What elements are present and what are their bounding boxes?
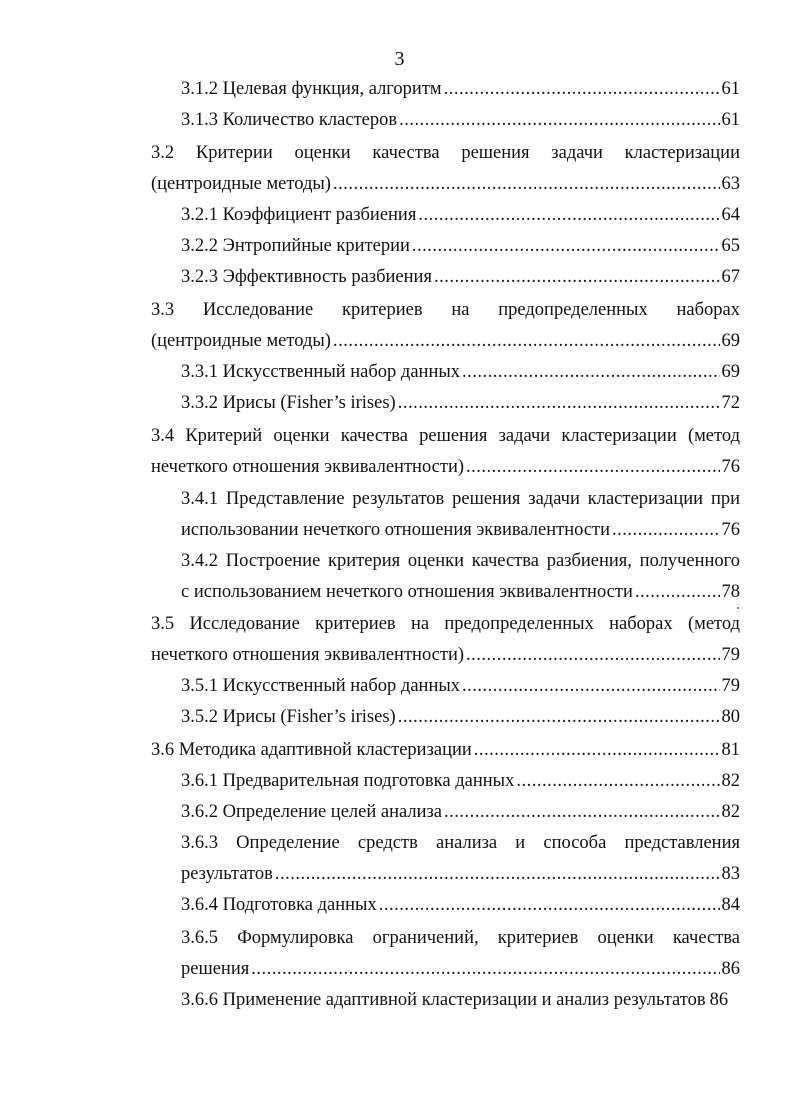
toc-entry bbox=[181, 702, 740, 733]
toc-entry-title: 3.3.1 Искусственный набор данных bbox=[181, 362, 461, 382]
leader-dots bbox=[412, 231, 720, 262]
toc-entry bbox=[181, 766, 740, 797]
scan-speck bbox=[737, 607, 739, 609]
toc-entry-title: 3.5 Исследование критериев на предопределенных наборах (метод bbox=[151, 614, 740, 634]
leader-dots bbox=[398, 702, 720, 733]
toc-entry bbox=[181, 200, 740, 231]
toc-entry bbox=[151, 609, 740, 671]
leader-dots bbox=[612, 515, 719, 546]
toc-entry bbox=[181, 797, 740, 828]
toc-entry-title: 3.4.1 Представление результатов решения задачи кластеризации при bbox=[181, 489, 740, 509]
toc-page-number: 64 bbox=[721, 205, 740, 225]
toc-entry-title: 3.6.4 Подготовка данных bbox=[181, 895, 377, 915]
toc-entry-title-continued: нечеткого отношения эквивалентности) bbox=[151, 645, 465, 665]
toc-page-number: 86 bbox=[709, 990, 729, 1010]
toc-page-number: 65 bbox=[721, 236, 740, 256]
toc-entry-title: 3.3 Исследование критериев на предопределенных наборах bbox=[151, 300, 740, 320]
toc-entry-title-continued: (центроидные методы) bbox=[151, 174, 331, 194]
leader-dots bbox=[418, 200, 719, 231]
toc-entry bbox=[181, 388, 740, 419]
page-number: 3 bbox=[394, 48, 405, 70]
toc-entry-title: 3.2 Критерии оценки качества решения задачи кластеризации bbox=[151, 143, 740, 163]
toc-entry-title: 3.5.2 Ирисы (Fisher’s irises) bbox=[181, 707, 396, 727]
toc-entry bbox=[181, 923, 740, 985]
leader-dots bbox=[462, 671, 719, 702]
toc-entry-title: 3.6.6 Применение адаптивной кластеризации и анализ результатов bbox=[181, 990, 706, 1010]
toc-page-number: 67 bbox=[721, 267, 740, 287]
toc-entry-title: 3.6 Методика адаптивной кластеризации bbox=[151, 740, 472, 760]
toc-entry-title: 3.6.1 Предварительная подготовка данных bbox=[181, 771, 515, 791]
leader-dots bbox=[466, 452, 719, 483]
toc-entry bbox=[151, 735, 740, 766]
leader-dots bbox=[379, 890, 720, 921]
toc-entry bbox=[181, 231, 740, 262]
toc-page-number: 69 bbox=[721, 331, 740, 351]
toc-entry bbox=[181, 890, 740, 921]
toc-entry bbox=[181, 828, 740, 890]
toc-entry-title-continued: использовании нечеткого отношения эквивалентности bbox=[181, 520, 611, 540]
toc-page-number: 78 bbox=[721, 582, 740, 602]
toc-entry-title: 3.3.2 Ирисы (Fisher’s irises) bbox=[181, 393, 396, 413]
leader-dots bbox=[444, 74, 720, 105]
toc-page-number: 81 bbox=[721, 740, 740, 760]
toc-page-number: 82 bbox=[721, 802, 740, 822]
toc-entry-title: 3.1.3 Количество кластеров bbox=[181, 110, 398, 130]
toc-page-number: 83 bbox=[721, 864, 740, 884]
toc-entry-title: 3.2.2 Энтропийные критерии bbox=[181, 236, 410, 256]
toc-entry bbox=[181, 985, 740, 1016]
toc-entry bbox=[151, 138, 740, 200]
toc-entry bbox=[181, 546, 740, 608]
toc-page-number: 84 bbox=[721, 895, 740, 915]
toc-page-number: 61 bbox=[721, 79, 740, 99]
toc-page-number: 72 bbox=[721, 393, 740, 413]
toc-entry-title-continued: результатов bbox=[181, 864, 273, 884]
leader-dots bbox=[474, 735, 720, 766]
toc-entry bbox=[151, 421, 740, 483]
toc-entry-title-continued: решения bbox=[181, 959, 250, 979]
leader-dots bbox=[434, 262, 720, 293]
toc-page-number: 76 bbox=[721, 520, 740, 540]
leader-dots bbox=[444, 797, 719, 828]
toc-page-number: 63 bbox=[721, 174, 740, 194]
toc-page-number: 76 bbox=[721, 457, 740, 477]
leader-dots bbox=[333, 169, 720, 200]
toc-entry-title: 3.4.2 Построение критерия оценки качества разбиения, полученного bbox=[181, 551, 740, 571]
toc-page-number: 82 bbox=[721, 771, 740, 791]
toc-entry bbox=[181, 671, 740, 702]
toc-entry bbox=[181, 262, 740, 293]
toc-entry bbox=[181, 105, 740, 136]
toc-page-number: 79 bbox=[721, 645, 740, 665]
toc-entry-title: 3.1.2 Целевая функция, алгоритм bbox=[181, 79, 442, 99]
leader-dots bbox=[466, 640, 719, 671]
leader-dots bbox=[333, 326, 720, 357]
toc-entry bbox=[181, 484, 740, 546]
toc-entry-title: 3.6.3 Определение средств анализа и способа представления bbox=[181, 833, 740, 853]
leader-dots bbox=[462, 357, 719, 388]
toc-entry-title: 3.6.5 Формулировка ограничений, критериев оценки качества bbox=[181, 928, 740, 948]
toc-page-number: 61 bbox=[721, 110, 740, 130]
toc-entry-title: 3.2.1 Коэффициент разбиения bbox=[181, 205, 417, 225]
toc-entry-title: 3.2.3 Эффективность разбиения bbox=[181, 267, 432, 287]
toc-page-number: 79 bbox=[721, 676, 740, 696]
toc-entry-title: 3.4 Критерий оценки качества решения задачи кластеризации (метод bbox=[151, 426, 740, 446]
leader-dots bbox=[635, 577, 720, 608]
toc-entry-title: 3.5.1 Искусственный набор данных bbox=[181, 676, 461, 696]
leader-dots bbox=[398, 388, 720, 419]
leader-dots bbox=[275, 859, 720, 890]
toc-page-number: 80 bbox=[721, 707, 740, 727]
toc-entry-title-continued: с использованием нечеткого отношения эквивалентности bbox=[181, 582, 633, 602]
leader-dots bbox=[516, 766, 719, 797]
toc-entry bbox=[151, 295, 740, 357]
leader-dots bbox=[399, 105, 719, 136]
toc-page-number: 69 bbox=[721, 362, 740, 382]
toc-entry-title: 3.6.2 Определение целей анализа bbox=[181, 802, 443, 822]
toc-entry-title-continued: (центроидные методы) bbox=[151, 331, 331, 351]
toc-entry-title-continued: нечеткого отношения эквивалентности) bbox=[151, 457, 465, 477]
leader-dots bbox=[251, 954, 719, 985]
toc-entry bbox=[181, 357, 740, 388]
toc-entry bbox=[181, 74, 740, 105]
toc-page-number: 86 bbox=[721, 959, 740, 979]
